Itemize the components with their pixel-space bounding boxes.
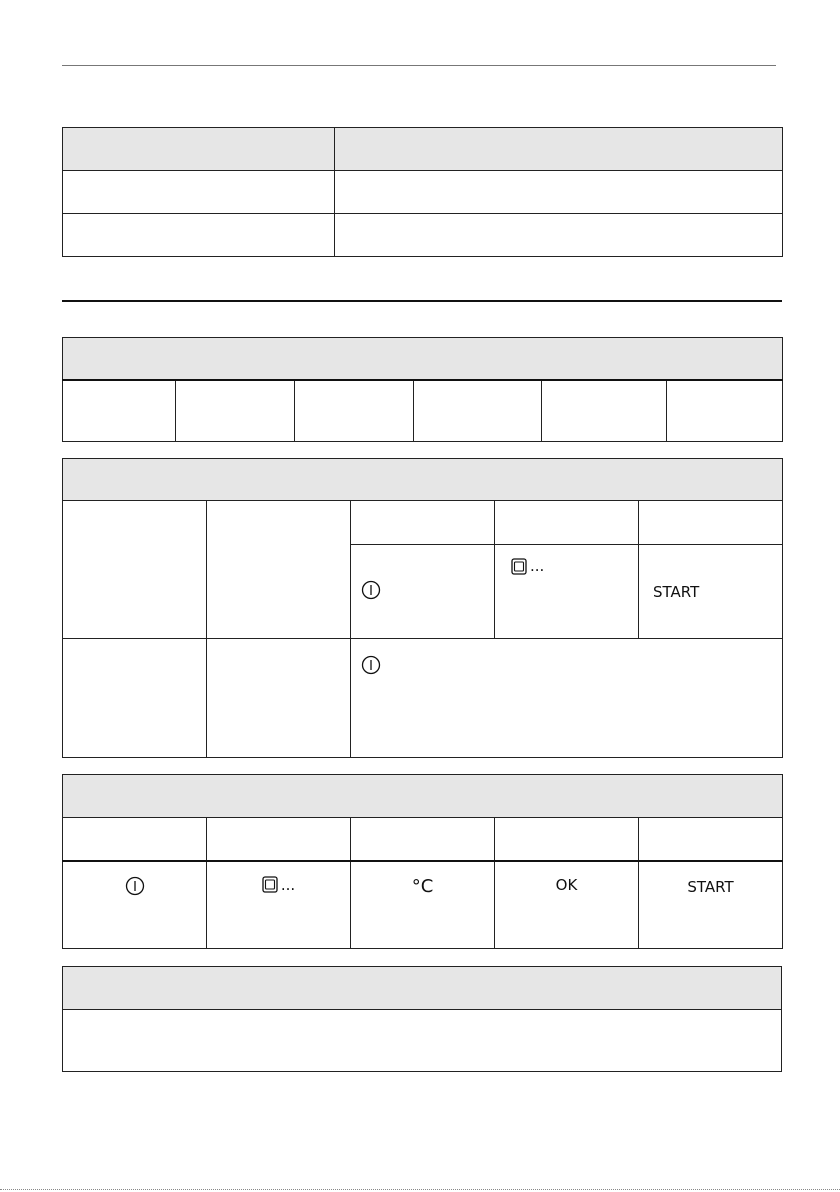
table-cell (351, 818, 495, 861)
table-cell (335, 171, 783, 214)
table-cell (63, 171, 335, 214)
table-cell (351, 545, 495, 639)
table-5-header-cell (63, 967, 782, 1010)
table-1-header-row (63, 128, 783, 171)
table-row (63, 639, 783, 758)
table-cell (495, 545, 639, 639)
oven-menu-icon (511, 558, 527, 575)
table-2-header-row (63, 338, 783, 380)
power-symbol (125, 876, 145, 896)
table-row (63, 501, 783, 545)
table-1-header-cell (63, 128, 335, 171)
ok-label: OK (555, 875, 578, 894)
table-cell (207, 861, 351, 949)
table-row (63, 171, 783, 214)
start-label: START (653, 582, 700, 601)
table-cell (63, 380, 176, 442)
table-row (63, 380, 783, 442)
power-symbol (361, 580, 381, 600)
ellipsis-text: ... (280, 875, 296, 894)
oven-menu-icon (262, 876, 278, 893)
power-icon (125, 876, 145, 896)
table-3-header-row (63, 459, 783, 501)
table-4 (62, 774, 783, 949)
table-cell (495, 501, 639, 545)
table-2 (62, 337, 783, 442)
top-rule (62, 65, 776, 66)
table-cell (295, 380, 414, 442)
power-icon (361, 580, 381, 600)
table-cell (542, 380, 667, 442)
table-cell (63, 1010, 782, 1072)
table-cell (495, 818, 639, 861)
table-cell (335, 214, 783, 257)
table-cell (351, 861, 495, 949)
table-3 (62, 458, 783, 758)
table-5-header-row (63, 967, 782, 1010)
table-cell (639, 818, 783, 861)
table-4-header-cell (63, 775, 783, 818)
table-cell (639, 501, 783, 545)
ellipsis-text: ... (530, 557, 545, 575)
table-5 (62, 966, 782, 1072)
table-cell (639, 861, 783, 949)
table-cell (63, 501, 207, 639)
table-cell (639, 545, 783, 639)
start-label: START (687, 877, 734, 896)
table-cell (207, 818, 351, 861)
oven-menu-symbol (511, 557, 544, 575)
table-cell (351, 501, 495, 545)
table-cell (176, 380, 295, 442)
oven-menu-symbol (262, 876, 295, 894)
table-cell (63, 639, 207, 758)
temperature-label: °C (411, 875, 434, 897)
table-4-header-row (63, 775, 783, 818)
table-cell (63, 861, 207, 949)
table-row (63, 861, 783, 949)
table-3-header-cell (63, 459, 783, 501)
page-bottom-edge (0, 1189, 840, 1190)
section-rule (62, 300, 782, 302)
table-row (63, 818, 783, 861)
table-cell (207, 501, 351, 639)
table-cell (414, 380, 542, 442)
table-row (63, 214, 783, 257)
table-2-header-cell (63, 338, 783, 380)
table-cell (63, 818, 207, 861)
power-symbol (361, 655, 381, 675)
table-cell (667, 380, 783, 442)
table-cell (495, 861, 639, 949)
power-icon (361, 655, 381, 675)
table-row (63, 1010, 782, 1072)
table-cell (207, 639, 351, 758)
table-cell (63, 214, 335, 257)
table-cell (351, 639, 783, 758)
table-1 (62, 127, 783, 257)
table-1-header-cell (335, 128, 783, 171)
